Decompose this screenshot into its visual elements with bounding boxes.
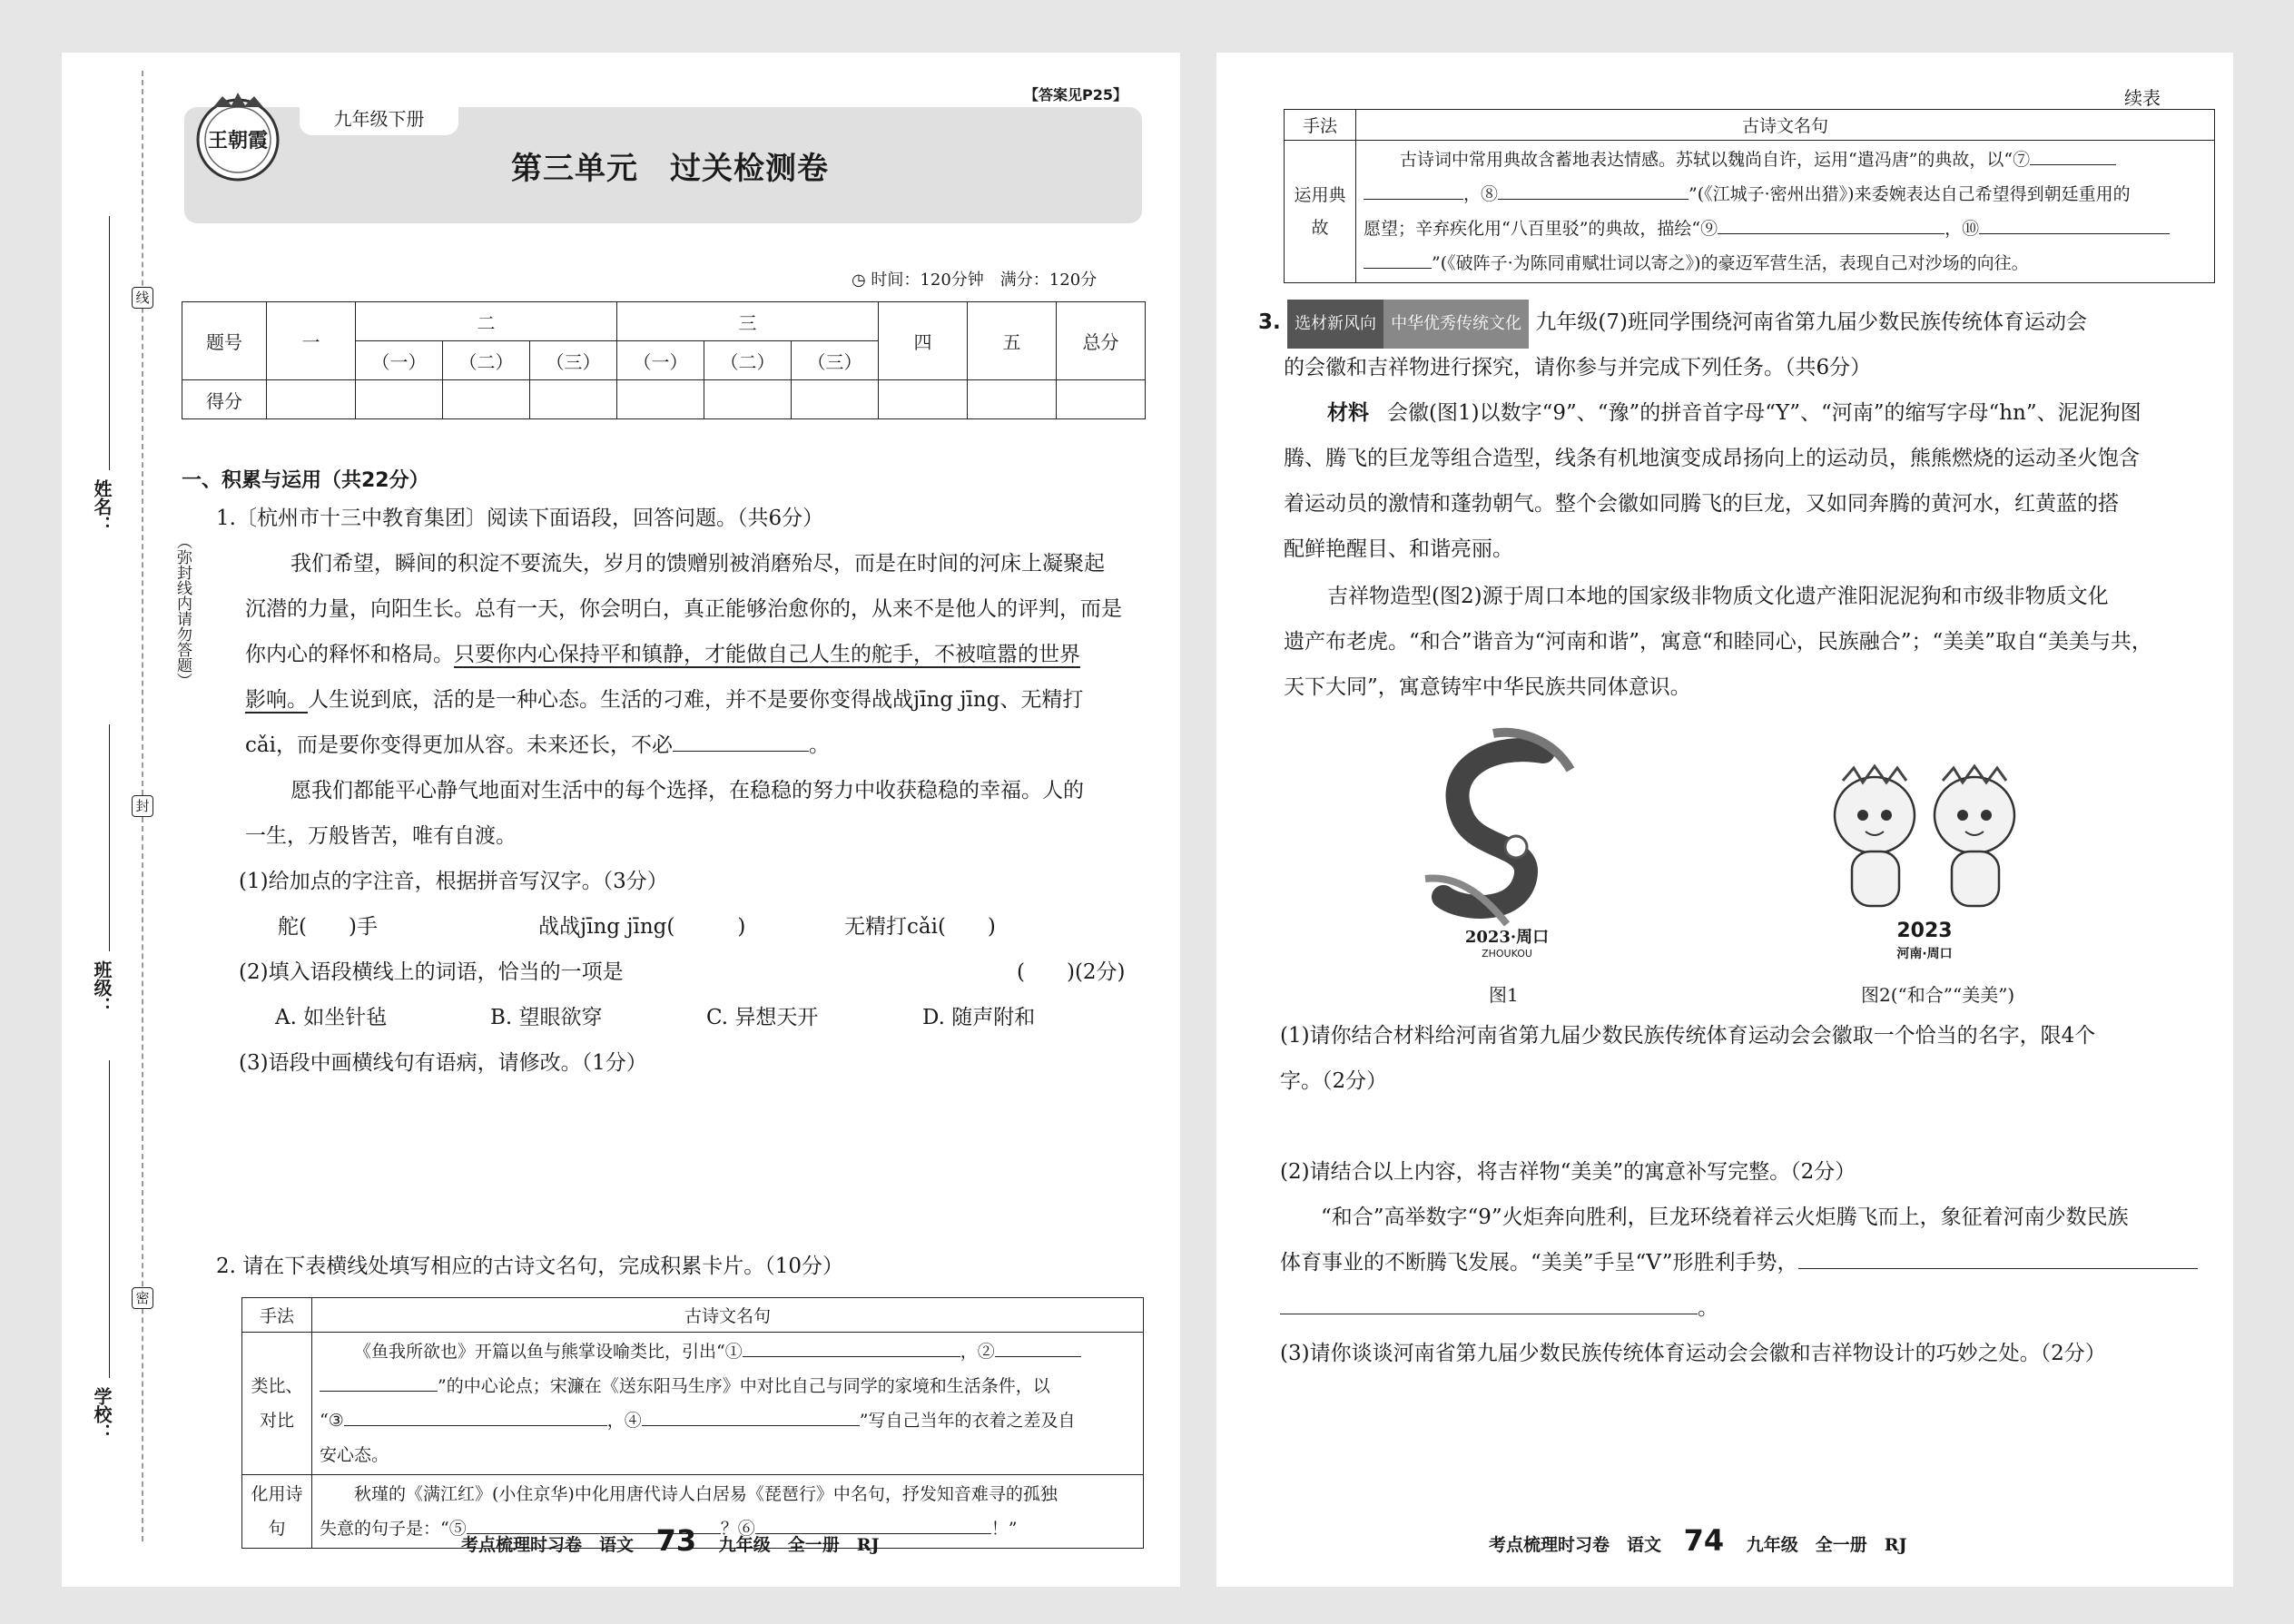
q3-tag-culture: 中华优秀传统文化 — [1383, 300, 1529, 349]
q2-row-label: 化用诗句 — [242, 1475, 312, 1549]
answer-blank-3[interactable] — [344, 1405, 607, 1426]
q1-sub3-answer-area[interactable] — [239, 1088, 1137, 1224]
q1-sub1: (1)给加点的字注音，根据拼音写汉字。（3分） — [239, 870, 668, 893]
cont-th-lines: 古诗文名句 — [1356, 110, 2215, 141]
q2-heading: 2. 请在下表横线处填写相应的古诗文名句，完成积累卡片。（10分） — [216, 1255, 844, 1278]
answer-blank-1[interactable] — [743, 1336, 960, 1357]
q2-row-content: 《鱼我所欲也》开篇以鱼与熊掌设喻类比，引出“① ，② ”的中心论点；宋濂在《送东阳马生序》中对比自己与同学的家境和生活条件，以 “③ ，④ ”写自己当年的衣着之差及自 安心态。 — [312, 1333, 1144, 1475]
footer-right: 考点梳理时习卷 语文 74 九年级 全一册 RJ — [1489, 1523, 1907, 1558]
class-field[interactable] — [109, 724, 110, 951]
cont-th-method: 手法 — [1285, 110, 1356, 141]
time-info: ◷ 时间：120分钟 满分：120分 — [852, 271, 1098, 290]
underlined-sentence: 只要你内心保持平和镇静，才能做自己人生的舵手，不被喧嚣的世界 — [454, 643, 1080, 666]
right-page — [1216, 53, 2233, 1587]
score-h-5: 五 — [968, 302, 1057, 380]
score-sub: （三） — [792, 341, 879, 380]
q1-line: 我们希望，瞬间的积淀不要流失，岁月的馈赠别被消磨殆尽，而是在时间的河床上凝聚起 — [290, 552, 1105, 576]
q3-line: 的会徽和吉祥物进行探究，请你参与并完成下列任务。（共6分） — [1284, 356, 1872, 379]
score-sub: （一） — [356, 341, 443, 380]
score-h-4: 四 — [879, 302, 968, 380]
score-sub: （二） — [443, 341, 530, 380]
continued-label: 续表 — [2124, 87, 2161, 109]
figure2-caption: 图2(“和合”“美美”) — [1861, 984, 2015, 1006]
score-cell[interactable] — [792, 380, 879, 419]
answer-blank-9[interactable] — [1718, 213, 1944, 234]
school-field[interactable] — [109, 1060, 110, 1378]
answer-blank-7b[interactable] — [1364, 179, 1463, 200]
q1-line: cǎi，而是要你变得更加从容。未来还长，不必 。 — [245, 723, 830, 768]
score-h-2: 二 — [356, 302, 617, 341]
score-cell[interactable] — [443, 380, 530, 419]
q3-tag-trend: 选材新风向 — [1287, 300, 1383, 349]
score-h-total: 总分 — [1057, 302, 1146, 380]
answer-blank-meimei[interactable] — [1798, 1248, 2198, 1269]
q3-sub2-line: 体育事业的不断腾飞发展。“美美”手呈“V”形胜利手势， — [1280, 1240, 2198, 1285]
score-cell[interactable] — [704, 380, 792, 419]
answer-blank[interactable] — [673, 731, 809, 752]
answer-ref: 【答案见P25】 — [1024, 86, 1127, 103]
q3-sub3: (3)请你谈谈河南省第九届少数民族传统体育运动会会徽和吉祥物设计的巧妙之处。（2分） — [1280, 1342, 2106, 1365]
q1-line: 一生，万般皆苦，唯有自渡。 — [245, 824, 517, 848]
score-h-1: 一 — [267, 302, 356, 380]
mascot-figure — [1816, 761, 2033, 929]
q1-sub3: (3)语段中画横线句有语病，请修改。（1分） — [239, 1051, 647, 1075]
q3-sub2: (2)请结合以上内容，将吉祥物“美美”的寓意补写完整。（2分） — [1280, 1160, 1856, 1184]
score-row-label: 得分 — [182, 380, 267, 419]
emblem-subtext: ZHOUKOU — [1482, 948, 1532, 960]
option-c[interactable]: C. 异想天开 — [706, 1006, 819, 1029]
q2-row-label: 类比、对比 — [242, 1333, 312, 1475]
q1-sub1-b[interactable]: 战战jīng jīng( ) — [538, 915, 746, 939]
page-number: 74 — [1683, 1523, 1725, 1558]
q1-sub1-c[interactable]: 无精打cǎi( ) — [844, 915, 996, 939]
binding-mark-xian: 线 — [132, 287, 153, 309]
q3-sub1: (1)请你结合材料给河南省第九届少数民族传统体育运动会会徽取一个恰当的名字，限4个 — [1280, 1024, 2096, 1048]
q1-line: 沉潜的力量，向阳生长。总有一天，你会明白，真正能够治愈你的，从来不是他人的评判，而是 — [245, 597, 1122, 621]
class-label: 班级： — [91, 960, 113, 1015]
score-sub: （一） — [617, 341, 704, 380]
score-table — [182, 301, 1146, 419]
score-cell[interactable] — [968, 380, 1057, 419]
q2-row-content: 秋瑾的《满江红》(小住京华)中化用唐代诗人白居易《琵琶行》中名句，抒发知音难寻的孤独 失意的句子是：“⑤ ？⑥ ！” — [312, 1475, 1144, 1549]
q1-line: 你内心的释怀和格局。只要你内心保持平和镇静，才能做自己人生的舵手，不被喧嚣的世界 — [245, 643, 1080, 666]
mascot-place: 河南·周口 — [1896, 947, 1953, 961]
footer-left: 考点梳理时习卷 语文 73 九年级 全一册 RJ — [461, 1523, 880, 1558]
material-line: 吉祥物造型(图2)源于周口本地的国家级非物质文化遗产淮阳泥泥狗和市级非物质文化 — [1327, 585, 2109, 608]
answer-blank-7[interactable] — [2030, 144, 2116, 165]
option-d[interactable]: D. 随声附和 — [922, 1006, 1036, 1029]
brand-logo — [191, 89, 286, 184]
unit-title: 第三单元 过关检测卷 — [511, 151, 829, 187]
name-field[interactable] — [109, 216, 110, 470]
answer-blank-10[interactable] — [1979, 213, 2170, 234]
score-h-num: 题号 — [182, 302, 267, 380]
score-cell[interactable] — [617, 380, 704, 419]
material-line: 材料 会徽(图1)以数字“9”、“豫”的拼音首字母“Y”、“河南”的缩写字母“hn”、泥泥狗图 — [1327, 401, 2141, 425]
answer-blank-meimei-2[interactable] — [1280, 1294, 1698, 1314]
q1-line: 影响。人生说到底，活的是一种心态。生活的刁难，并不是要你变得战战jīng jīng、无精打 — [245, 688, 1084, 712]
binding-note: （弥封线内请勿答题） — [173, 534, 192, 688]
q1-heading: 1.〔杭州市十三中教育集团〕阅读下面语段，回答问题。（共6分） — [216, 507, 824, 530]
score-cell[interactable] — [267, 380, 356, 419]
score-sub: （三） — [530, 341, 617, 380]
q1-sub2: (2)填入语段横线上的词语，恰当的一项是 — [239, 960, 624, 984]
score-sub: （二） — [704, 341, 792, 380]
q1-sub2-score[interactable]: ( )(2分) — [1017, 960, 1126, 984]
figure1-caption: 图1 — [1489, 984, 1519, 1006]
score-cell[interactable] — [879, 380, 968, 419]
material-line: 配鲜艳醒目、和谐亮丽。 — [1284, 537, 1513, 561]
score-cell[interactable] — [356, 380, 443, 419]
q3-sub2-line: 。 — [1280, 1285, 1718, 1331]
mascot-year: 2023 — [1896, 920, 1953, 942]
material-line: 着运动员的激情和蓬勃朝气。整个会徽如同腾飞的巨龙，又如同奔腾的黄河水，红黄蓝的搭 — [1284, 492, 2119, 516]
cont-table — [1284, 109, 2215, 283]
material-line: 天下大同”，寓意铸牢中华民族共同体意识。 — [1284, 675, 1691, 699]
answer-blank-8[interactable] — [1498, 179, 1689, 200]
q2-th-method: 手法 — [242, 1298, 312, 1333]
answer-blank-4[interactable] — [642, 1405, 860, 1426]
q1-sub1-a[interactable]: 舵( )手 — [278, 915, 378, 939]
grade-tab: 九年级下册 — [300, 103, 458, 135]
q2-th-lines: 古诗文名句 — [312, 1298, 1144, 1333]
underlined-sentence: 影响。 — [245, 688, 308, 712]
section-heading: 一、积累与运用（共22分） — [182, 469, 429, 492]
option-b[interactable]: B. 望眼欲穿 — [490, 1006, 603, 1029]
page-number: 73 — [655, 1523, 697, 1558]
emblem-text: 2023·周口 — [1464, 928, 1550, 947]
q3-sub1-cont: 字。（2分） — [1280, 1069, 1388, 1093]
school-label: 学校： — [91, 1387, 113, 1442]
answer-blank-10b[interactable] — [1364, 248, 1432, 269]
score-cell[interactable] — [1057, 380, 1146, 419]
q1-line: 愿我们都能平心静气地面对生活中的每个选择，在稳稳的努力中收获稳稳的幸福。人的 — [290, 779, 1084, 802]
answer-blank-2b[interactable] — [320, 1371, 438, 1392]
score-h-3: 三 — [617, 302, 879, 341]
binding-mark-mi: 密 — [132, 1287, 153, 1309]
q2-table — [241, 1297, 1144, 1549]
left-page — [62, 53, 1180, 1587]
q3-heading: 3. 选材新风向 中华优秀传统文化 九年级(7)班同学围绕河南省第九届少数民族传统体育运动会 — [1258, 300, 2087, 349]
svg-text:王朝霞: 王朝霞 — [207, 129, 269, 153]
material-line: 遗产布老虎。“和合”谐音为“河南和谐”，寓意“和睦同心，民族融合”；“美美”取自“美美与共， — [1284, 630, 2152, 654]
score-cell[interactable] — [530, 380, 617, 419]
q3-sub3-answer-area[interactable] — [1280, 1378, 2215, 1505]
answer-blank-2[interactable] — [995, 1336, 1081, 1357]
option-a[interactable]: A. 如坐针毡 — [275, 1006, 388, 1029]
cont-row-content: 古诗词中常用典故含蓄地表达情感。苏轼以魏尚自许，运用“遣冯唐”的典故，以“⑦ ，⑧ ”(《江城子·密州出猎》)来委婉表达自己希望得到朝廷重用的 愿望；辛弃疾化用“八百里驳”的典故，描绘“⑨ ，⑩ ”(《破阵子·为陈同甫赋壮词以寄之》)的豪迈军营生活，表现自己对沙场的向往。 — [1356, 141, 2215, 283]
material-line: 腾、腾飞的巨龙等组合造型，线条有机地演变成昂扬向上的运动员，熊熊燃烧的运动圣火饱含 — [1284, 447, 2140, 470]
q3-sub2-line: “和合”高举数字“9”火炬奔向胜利，巨龙环绕着祥云火炬腾飞而上，象征着河南少数民族 — [1321, 1206, 2129, 1229]
binding-mark-feng: 封 — [132, 795, 153, 817]
name-label: 姓名： — [91, 479, 113, 534]
cont-row-label: 运用典故 — [1285, 141, 1356, 283]
